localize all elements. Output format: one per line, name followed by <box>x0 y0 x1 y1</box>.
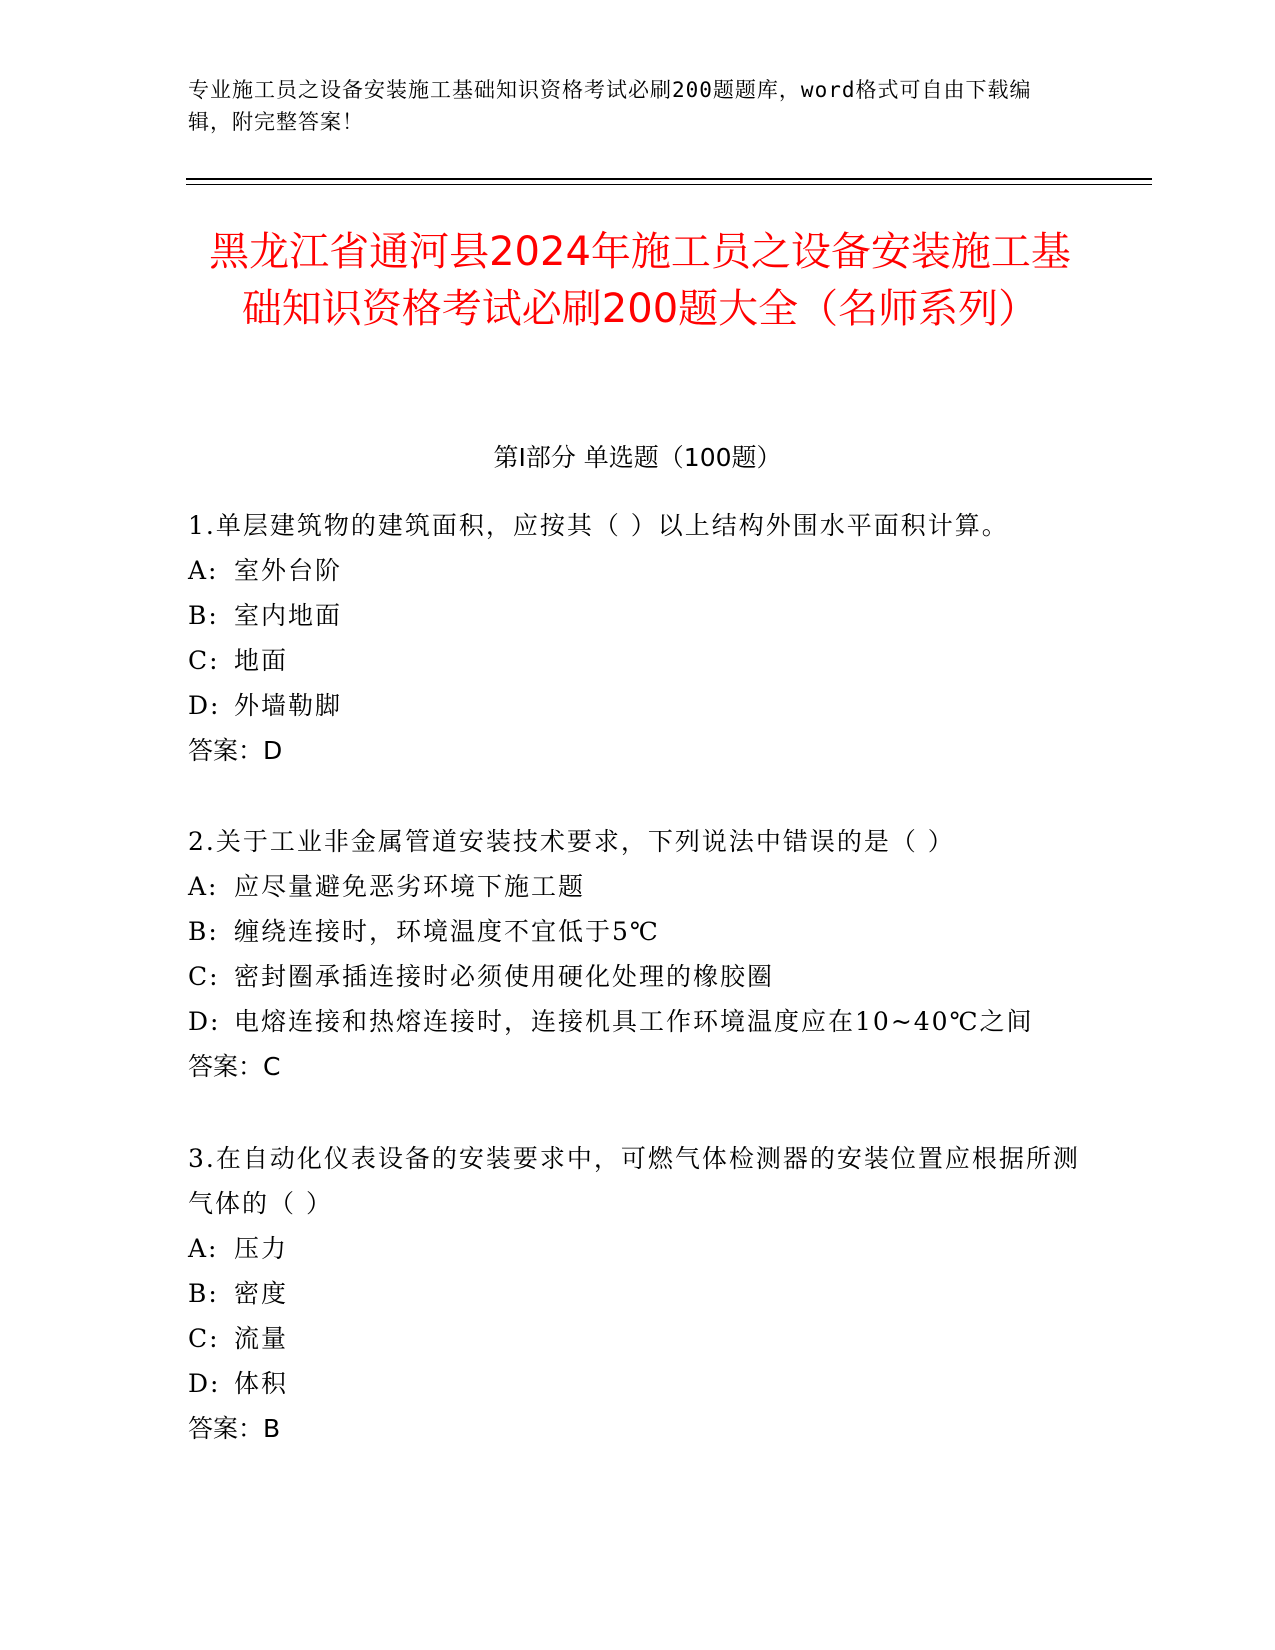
option-key: D: <box>188 691 221 720</box>
option-b <box>188 909 1088 954</box>
option-a <box>188 548 1088 593</box>
option-key: B: <box>188 1279 219 1308</box>
option-key: D: <box>188 1369 221 1398</box>
option-key: A: <box>188 1234 219 1263</box>
document-title: 黑龙江省通河县2024年施工员之设备安装施工基础知识资格考试必刷200题大全（名师系列） <box>209 229 1071 332</box>
option-text: 室外台阶 <box>234 556 343 585</box>
header-rule-thick <box>186 178 1152 180</box>
option-text: 体积 <box>234 1369 289 1398</box>
option-text: 缠绕连接时，环境温度不宜低于5℃ <box>234 917 660 946</box>
option-key: B: <box>188 601 219 630</box>
section-title: 第I部分 单选题（100题） <box>493 443 782 472</box>
option-a <box>188 864 1088 909</box>
option-text: 流量 <box>234 1324 289 1353</box>
answer: 答案：C <box>188 1052 281 1081</box>
option-c <box>188 954 1088 999</box>
option-text: 外墙勒脚 <box>234 691 343 720</box>
option-key: A: <box>188 556 219 585</box>
option-text: 室内地面 <box>234 601 343 630</box>
option-text: 电熔连接和热熔连接时，连接机具工作环境温度应在10~40℃之间 <box>234 1007 1034 1036</box>
option-c <box>188 638 1088 683</box>
option-key: A: <box>188 872 219 901</box>
option-key: D: <box>188 1007 221 1036</box>
option-b <box>188 593 1088 638</box>
option-text: 应尽量避免恶劣环境下施工题 <box>234 872 586 901</box>
option-a <box>188 1226 1088 1271</box>
option-d <box>188 683 1088 728</box>
option-key: C: <box>188 646 220 675</box>
header-rule-thin <box>186 184 1152 185</box>
option-text: 密度 <box>234 1279 289 1308</box>
option-text: 密封圈承插连接时必须使用硬化处理的橡胶圈 <box>234 962 775 991</box>
question-stem: 3.在自动化仪表设备的安装要求中，可燃气体检测器的安装位置应根据所测气体的（ ） <box>188 1144 1080 1218</box>
question-3 <box>188 1136 1088 1451</box>
option-key: C: <box>188 962 220 991</box>
option-text: 压力 <box>234 1234 289 1263</box>
question-stem: 1.单层建筑物的建筑面积，应按其（ ）以上结构外围水平面积计算。 <box>188 511 1009 540</box>
option-d <box>188 1361 1088 1406</box>
option-text: 地面 <box>234 646 289 675</box>
header-note: 专业施工员之设备安装施工基础知识资格考试必刷200题题库，word格式可自由下载编辑，附完整答案！ <box>188 78 1032 134</box>
option-b <box>188 1271 1088 1316</box>
answer: 答案：B <box>188 1414 281 1443</box>
answer: 答案：D <box>188 736 283 765</box>
option-d <box>188 999 1088 1044</box>
option-c <box>188 1316 1088 1361</box>
option-key: B: <box>188 917 219 946</box>
question-1 <box>188 503 1088 773</box>
question-2 <box>188 819 1088 1089</box>
question-stem: 2.关于工业非金属管道安装技术要求，下列说法中错误的是（ ） <box>188 827 955 856</box>
option-key: C: <box>188 1324 220 1353</box>
